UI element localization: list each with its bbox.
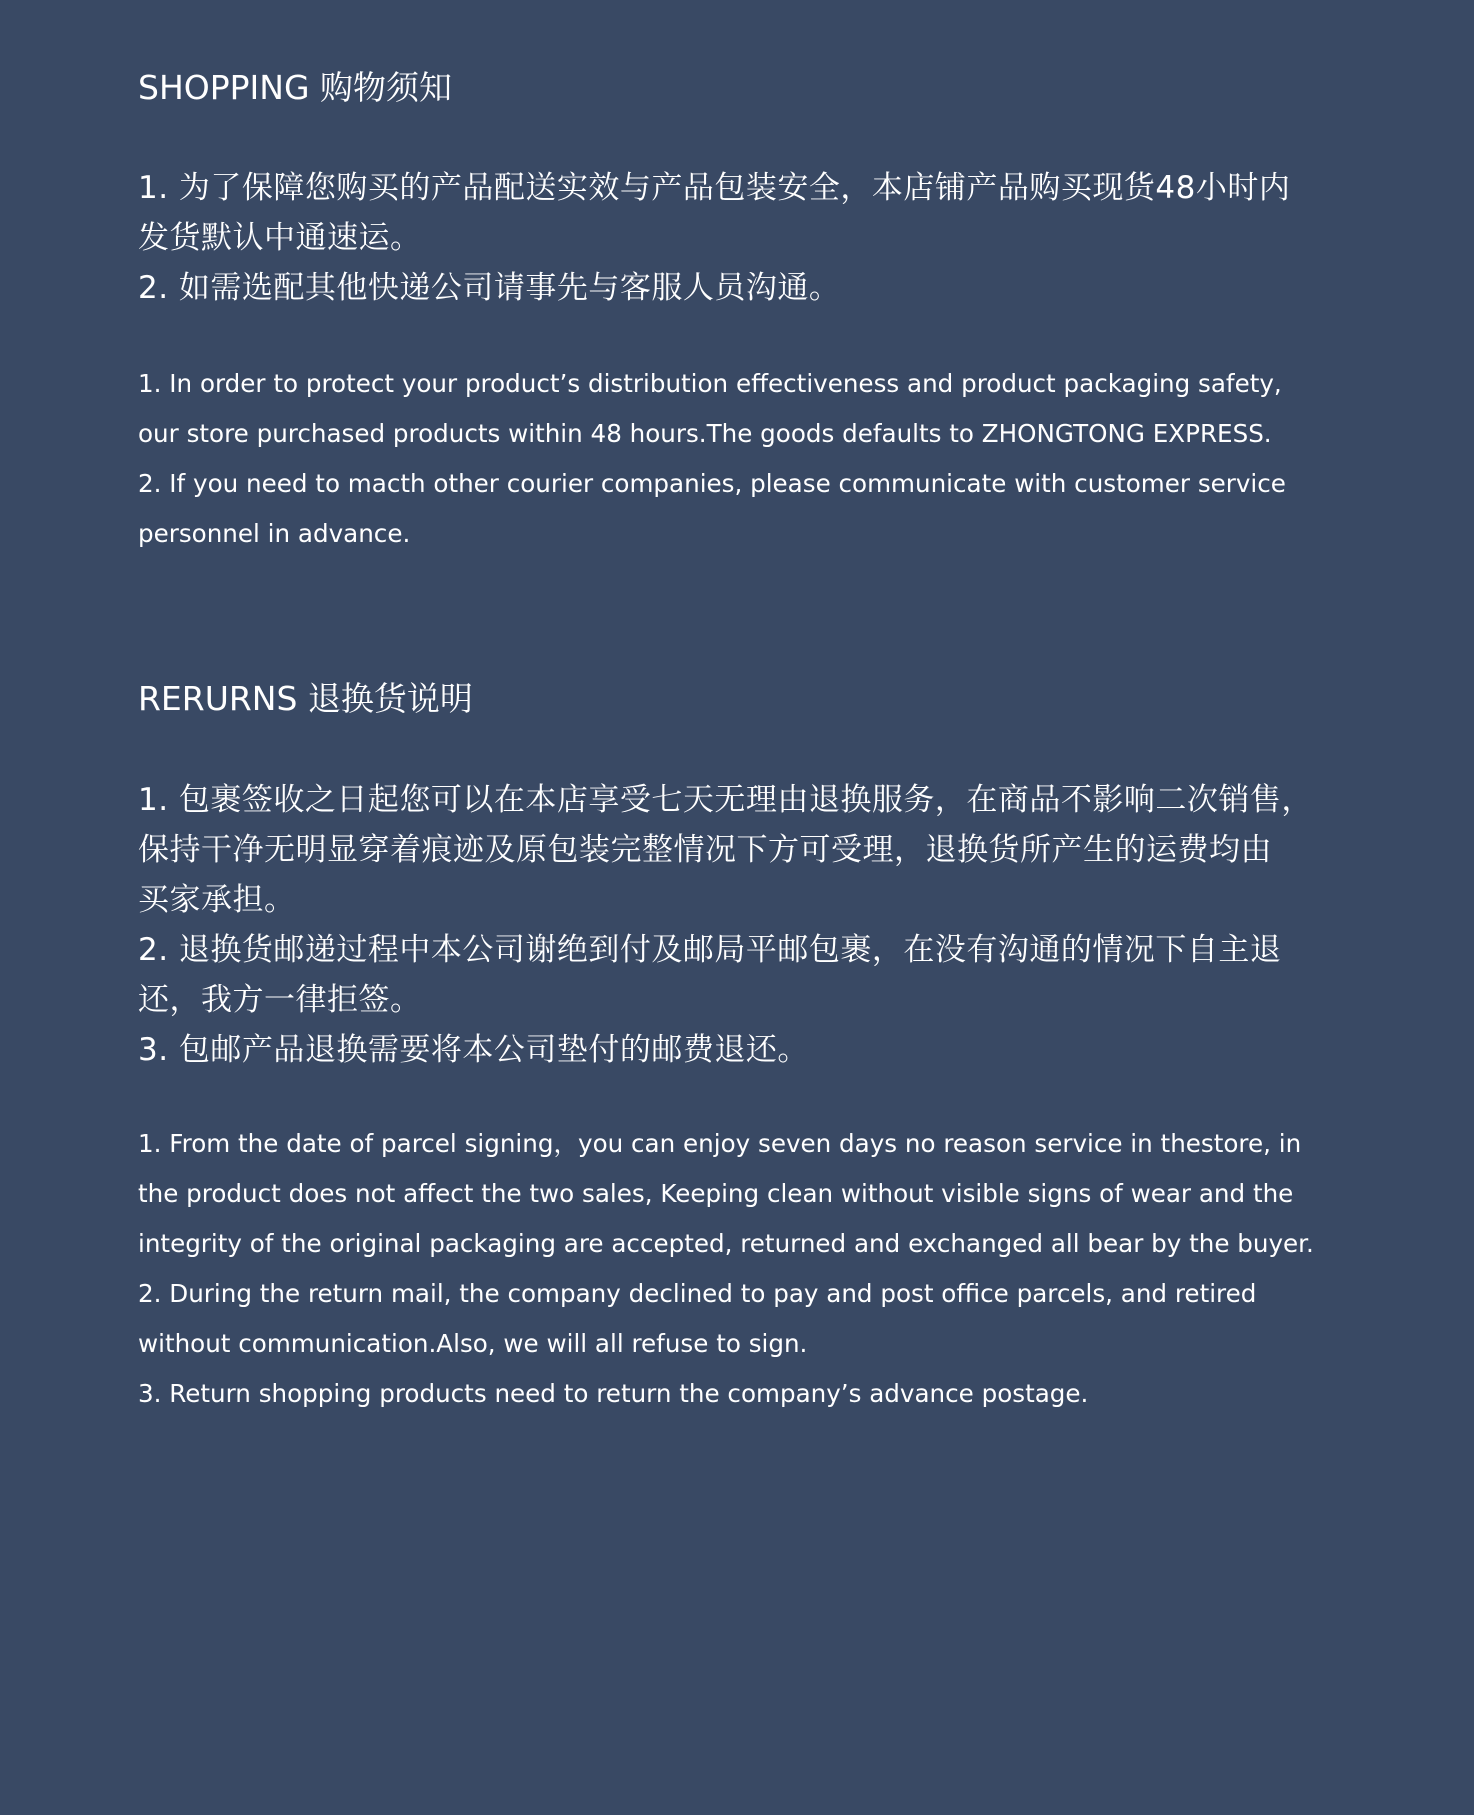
shopping-cn-line: 发货默认中通速运。 bbox=[138, 220, 422, 256]
returns-heading: RERURNS 退换货说明 bbox=[138, 679, 473, 718]
shopping-cn-notes bbox=[138, 163, 1348, 313]
shopping-en-line: 2. If you need to macth other courier companies, please communicate with customer service bbox=[138, 469, 1286, 498]
shopping-heading: SHOPPING 购物须知 bbox=[138, 68, 453, 107]
returns-cn-line: 还，我方一律拒签。 bbox=[138, 982, 422, 1018]
returns-cn-line: 1. 包裹签收之日起您可以在本店享受七天无理由退换服务，在商品不影响二次销售， bbox=[138, 782, 1313, 818]
returns-en-notes bbox=[138, 1119, 1348, 1419]
shopping-en-line: personnel in advance. bbox=[138, 519, 411, 548]
returns-cn-line: 买家承担。 bbox=[138, 882, 296, 918]
shopping-en-line: 1. In order to protect your product’s distribution effectiveness and product packaging safety, bbox=[138, 369, 1282, 398]
returns-cn-line: 2. 退换货邮递过程中本公司谢绝到付及邮局平邮包裹，在没有沟通的情况下自主退 bbox=[138, 932, 1282, 968]
returns-en-line: 2. During the return mail, the company declined to pay and post office parcels, and retired bbox=[138, 1279, 1257, 1308]
shopping-en-line: our store purchased products within 48 hours.The goods defaults to ZHONGTONG EXPRESS. bbox=[138, 419, 1272, 448]
returns-en-line: 1. From the date of parcel signing，you can enjoy seven days no reason service in thestore, in bbox=[138, 1129, 1302, 1158]
shopping-en-notes bbox=[138, 359, 1348, 559]
returns-en-line: the product does not affect the two sales, Keeping clean without visible signs of wear and the bbox=[138, 1179, 1294, 1208]
returns-en-line: integrity of the original packaging are accepted, returned and exchanged all bear by the buyer. bbox=[138, 1229, 1314, 1258]
shopping-cn-line: 1. 为了保障您购买的产品配送实效与产品包装安全，本店铺产品购买现货48小时内 bbox=[138, 170, 1291, 206]
returns-en-line: 3. Return shopping products need to return the company’s advance postage. bbox=[138, 1379, 1089, 1408]
returns-cn-notes bbox=[138, 775, 1348, 1075]
shopping-cn-line: 2. 如需选配其他快递公司请事先与客服人员沟通。 bbox=[138, 270, 841, 306]
returns-cn-line: 保持干净无明显穿着痕迹及原包装完整情况下方可受理，退换货所产生的运费均由 bbox=[138, 832, 1272, 868]
returns-en-line: without communication.Also, we will all refuse to sign. bbox=[138, 1329, 808, 1358]
returns-cn-line: 3. 包邮产品退换需要将本公司垫付的邮费退还。 bbox=[138, 1032, 809, 1068]
